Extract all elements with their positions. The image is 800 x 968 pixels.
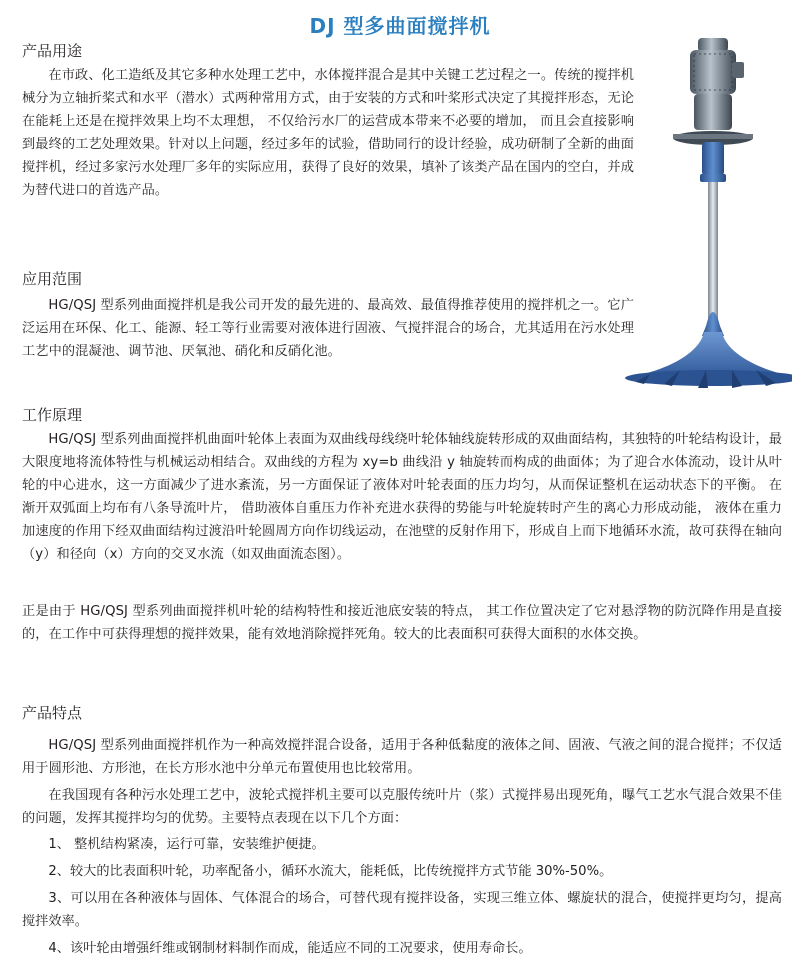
- feature-item: 3、可以用在各种液体与固体、气体混合的场合，可替代现有搅拌设备，实现三维立体、螺旋状的混合，使搅拌更均匀，提高搅拌效率。: [22, 891, 782, 929]
- paragraph-principle-2: 正是由于 HG/QSJ 型系列曲面搅拌机叶轮的结构特性和接近池底安装的特点， 其工作位置决定了它对悬浮物的防沉降作用是直接的，在工作中可获得理想的搅拌效果，能有效地消除搅拌死角。较大的比表面积可获得大面积的水体交换。: [22, 604, 782, 642]
- heading-principle: 工作原理: [22, 406, 83, 424]
- page-title: DJ 型多曲面搅拌机: [309, 14, 491, 38]
- mount-flange-rim: [673, 134, 753, 139]
- motor-cap: [698, 38, 728, 52]
- feature-list: [22, 833, 782, 964]
- heading-features: 产品特点: [22, 704, 83, 722]
- hyperboloid-mixer-illustration: [620, 36, 792, 396]
- feature-item: 4、该叶轮由增强纤维或钢制材料制作而成，能适应不同的工况要求，使用寿命长。: [48, 941, 532, 956]
- feature-item: 1、 整机结构紧凑，运行可靠，安装维护便捷。: [48, 837, 325, 852]
- heading-scope: 应用范围: [22, 270, 83, 288]
- bearing-housing: [702, 142, 724, 176]
- paragraph-usage: 在市政、化工造纸及其它多种水处理工艺中，水体搅拌混合是其中关键工艺过程之一。传统的搅拌机械分为立轴折桨式和水平（潜水）式两种常用方式，由于安装的方式和叶桨形式决定了其搅拌形态，无论在能耗上还是在搅拌效果上均不太理想， 不仅给污水厂的运营成本带来不必要的增加， 而且会直接影响到最终的工艺处理效果。针对以上问题，经过多年的试验，借助同行的设计经验，成功研制了全新的曲面搅拌机，经过多家污水处理厂多年的实际应用，获得了良好的效果，填补了该类产品在国内的空白，并成为替代进口的首选产品。: [22, 68, 634, 198]
- shaft: [708, 182, 718, 332]
- housing-collar: [700, 174, 726, 182]
- motor-terminal: [732, 62, 744, 78]
- paragraph-features-2: 在我国现有各种污水处理工艺中，波轮式搅拌机主要可以克服传统叶片（浆）式搅拌易出现死角，曝气工艺水气混合效果不佳的问题，发挥其搅拌均匀的优势。主要特点表现在以下几个方面：: [22, 788, 782, 826]
- paragraph-principle-1: HG/QSJ 型系列曲面搅拌机曲面叶轮体上表面为双曲线母线绕叶轮体轴线旋转形成的双曲面结构，其独特的叶轮结构设计，最大限度地将流体特性与机械运动相结合。双曲线的方程为 xy=b 曲线沿 y 轴旋转而构成的曲面体；为了迎合水体流动，设计从叶轮的中心进水，这一方面减少了进水紊流，另一方面保证了液体对叶轮表面的压力均匀，从而保证整机在运动状态下的平衡。 在渐开双弧面上均布有八条导流叶片， 借助液体自重压力作补充进水获得的势能与叶轮旋转时产生的离心力形成动能， 液体在重力加速度的作用下经双曲面结构过渡沿叶轮圆周方向作切线运动，在池壁的反射作用下，形成自上而下地循环水流，故可获得在轴向（y）和径向（x）方向的交叉水流（如双曲面流态图）。: [22, 432, 782, 562]
- paragraph-features-1: HG/QSJ 型系列曲面搅拌机作为一种高效搅拌混合设备，适用于各种低黏度的液体之间、固液、气液之间的混合搅拌；不仅适用于圆形池、方形池，在长方形水池中分单元布置使用也比较常用。: [22, 738, 782, 776]
- paragraph-scope: HG/QSJ 型系列曲面搅拌机是我公司开发的最先进的、最高效、最值得推荐使用的搅拌机之一。它广泛运用在环保、化工、能源、轻工等行业需要对液体进行固液、气搅拌混合的场合，尤其适用在污水处理工艺中的混凝池、调节池、厌氧池、硝化和反硝化池。: [22, 298, 634, 359]
- gearbox: [694, 94, 732, 130]
- heading-usage: 产品用途: [22, 42, 83, 60]
- motor-body: [690, 50, 736, 94]
- feature-item: 2、较大的比表面积叶轮，功率配备小，循环水流大，能耗低，比传统搅拌方式节能 30%-50%。: [48, 864, 613, 879]
